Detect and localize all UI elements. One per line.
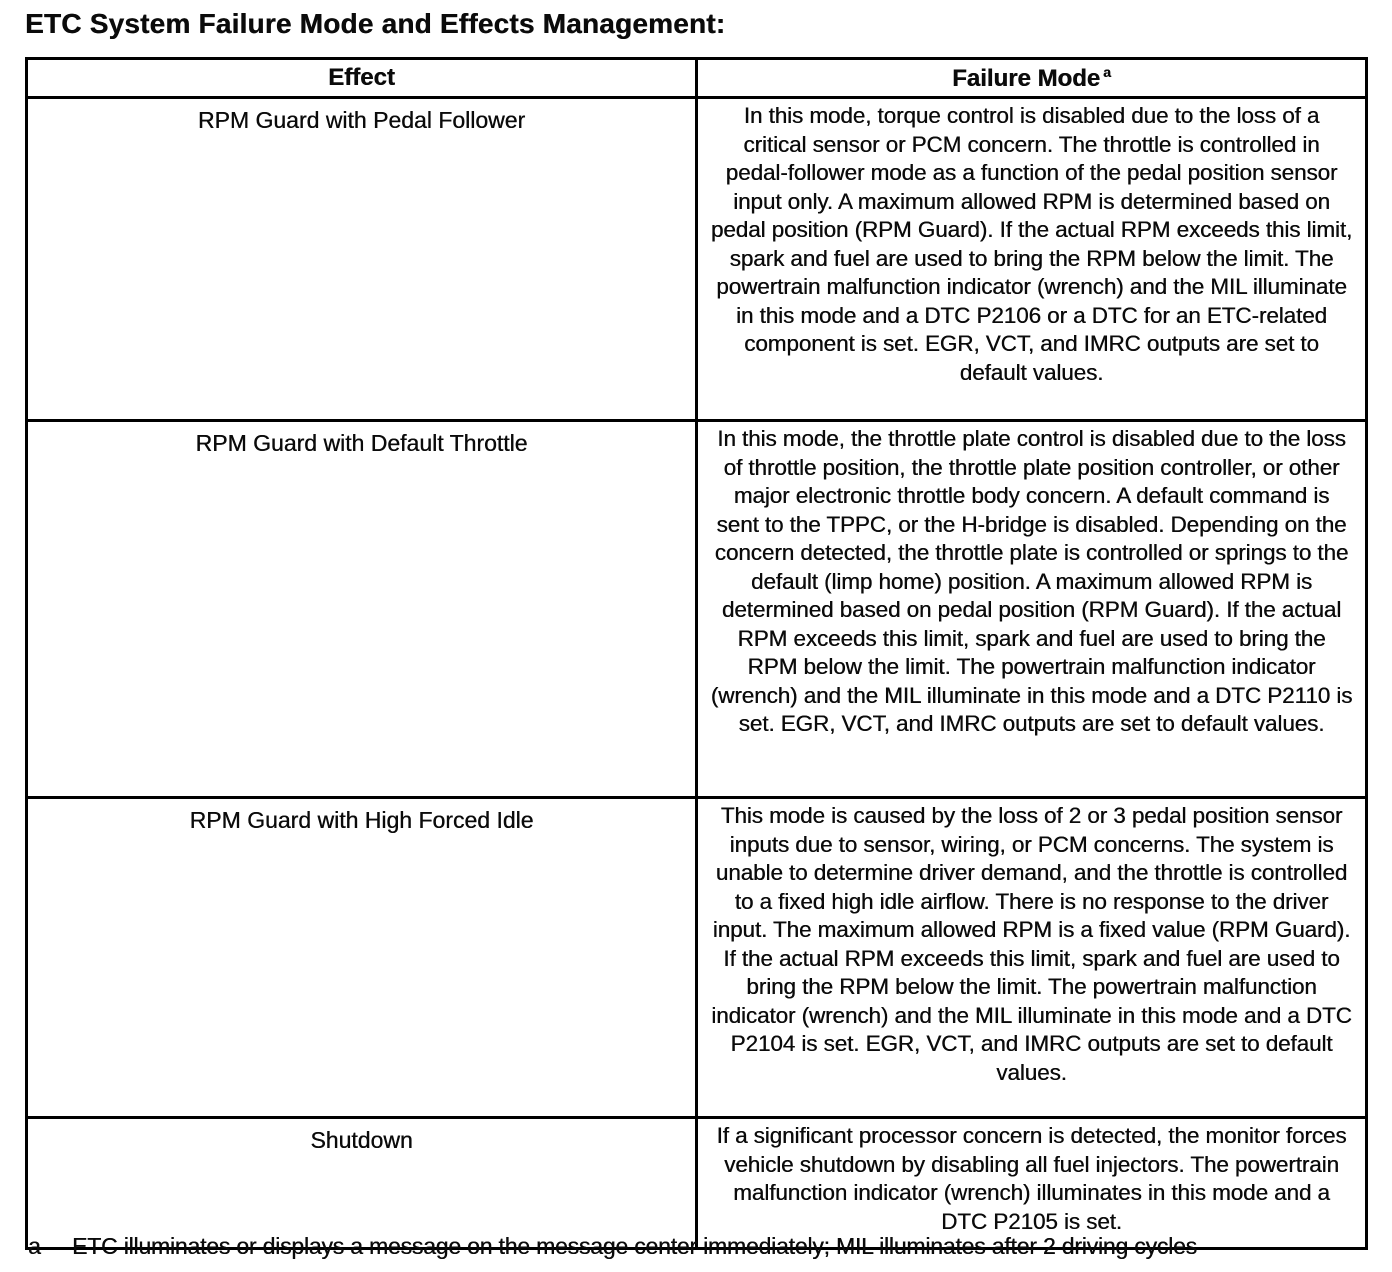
table-row xyxy=(27,421,1367,798)
failure-mode-cell: This mode is caused by the loss of 2 or 3 pedal position sensor inputs due to sensor, wiring, or PCM concerns. The system is unable to determine driver demand, and the throttle is controlled to a fixed high idle airflow. There is no response to the driver input. The maximum allowed RPM is a fixed value (RPM Guard). If the actual RPM exceeds this limit, spark and fuel are used to bring the RPM below the limit. The powertrain malfunction indicator (wrench) and the MIL illuminate in this mode and a DTC P2104 is set. EGR, VCT, and IMRC outputs are set to default values. xyxy=(697,798,1367,1118)
effect-cell: RPM Guard with High Forced Idle xyxy=(27,798,697,1118)
footnote xyxy=(28,1233,1368,1260)
failure-mode-cell: If a significant processor concern is detected, the monitor forces vehicle shutdown by disabling all fuel injectors. The powertrain malfunction indicator (wrench) illuminates in this mode and a DTC P2105 is set. xyxy=(697,1118,1367,1249)
footnote-text: ETC illuminates or displays a message on the message center immediately; MIL illuminates after 2 driving cycles xyxy=(72,1233,1197,1259)
column-header-effect-label: Effect xyxy=(328,64,395,91)
table-row xyxy=(27,798,1367,1118)
table-header-row xyxy=(27,59,1367,98)
failure-mode-cell: In this mode, the throttle plate control is disabled due to the loss of throttle position, the throttle plate position controller, or other major electronic throttle body concern. A default command is sent to the TPPC, or the H-bridge is disabled. Depending on the concern detected, the throttle plate is controlled or springs to the default (limp home) position. A maximum allowed RPM is determined based on pedal position (RPM Guard). If the actual RPM exceeds this limit, spark and fuel are used to bring the RPM below the limit. The powertrain malfunction indicator (wrench) and the MIL illuminate in this mode and a DTC P2110 is set. EGR, VCT, and IMRC outputs are set to default values. xyxy=(697,421,1367,798)
table-row xyxy=(27,98,1367,421)
etc-fmea-table xyxy=(25,57,1368,1250)
column-header-failure-mode-label: Failure Mode xyxy=(952,64,1101,92)
effect-cell: RPM Guard with Pedal Follower xyxy=(27,98,697,421)
footnote-reference: a xyxy=(1103,63,1111,80)
page-title: ETC System Failure Mode and Effects Management: xyxy=(25,8,726,39)
effect-cell: RPM Guard with Default Throttle xyxy=(27,421,697,798)
column-header-effect xyxy=(27,59,697,98)
failure-mode-cell: In this mode, torque control is disabled due to the loss of a critical sensor or PCM concern. The throttle is controlled in pedal-follower mode as a function of the pedal position sensor input only. A maximum allowed RPM is determined based on pedal position (RPM Guard). If the actual RPM exceeds this limit, spark and fuel are used to bring the RPM below the limit. The powertrain malfunction indicator (wrench) and the MIL illuminate in this mode and a DTC P2106 or a DTC for an ETC-related component is set. EGR, VCT, and IMRC outputs are set to default values. xyxy=(697,98,1367,421)
effect-cell: Shutdown xyxy=(27,1118,697,1249)
table-row xyxy=(27,1118,1367,1249)
footnote-marker: a xyxy=(28,1233,41,1259)
column-header-failure-mode xyxy=(697,59,1367,98)
